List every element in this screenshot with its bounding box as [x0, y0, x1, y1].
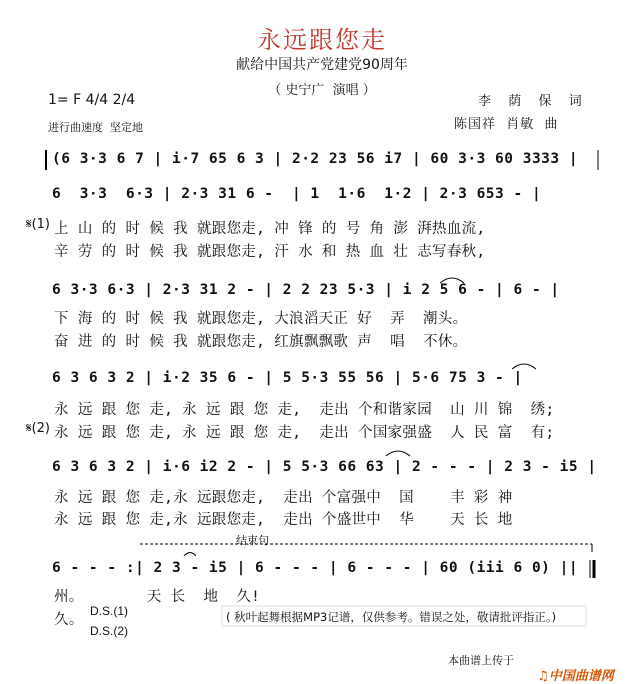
lyric-line-2b: 辛 劳 的 时 候 我 就跟您走, 汗 水 和 热 血 壮 志写春秋,	[54, 244, 486, 260]
key-signature: 1= F 4/4 2/4	[48, 92, 136, 108]
tempo-marking: 进行曲速度 坚定地	[48, 121, 143, 134]
lyric-line-3b: 奋 进 的 时 候 我 就跟您走, 红旗飘飘歌 声 唱 不休。	[54, 334, 468, 350]
lyric-line-5b: 永 远 跟 您 走,永 远跟您走, 走出 个盛世中 华 天 长 地	[54, 512, 513, 528]
lyric-line-5a: 永 远 跟 您 走,永 远跟您走, 走出 个富强中 国 丰 彩 神	[54, 490, 513, 506]
lyricist-credit: 李 荫 保 词	[478, 94, 585, 109]
site-logo[interactable]	[528, 650, 614, 684]
lyric-line-4b: 永 远 跟 您 走, 永 远 跟 您 走, 走出 个国家强盛 人 民 富 有;	[54, 425, 555, 441]
song-title: 永远跟您走	[257, 26, 387, 54]
composer-credit: 陈国祥 肖敏 曲	[454, 117, 559, 132]
note-icon: ♫	[537, 669, 549, 684]
score-line-3: 6 3·3 6·3 | 2·3 31 2 - | 2 2 23 5·3 | i 2 5 6 - | 6 - |	[52, 282, 560, 298]
segno-2: 𝄋(2)	[26, 421, 51, 436]
transcriber-remark: ( 秋叶起舞根据MP3记谱，仅供参考。错误之处，敬请批评指正。)	[226, 610, 557, 624]
score-line-4: 6 3 6 3 2 | i·2 35 6 - | 5 5·3 55 56 | 5·6 75 3 - |	[52, 370, 523, 386]
ds-1: D.S.(1)	[90, 604, 129, 618]
song-subtitle: 献给中国共产党建党90周年	[236, 57, 408, 73]
site-name: 中国曲谱网	[548, 669, 614, 684]
lyric-line-6a: 州。 天 长 地 久!	[54, 589, 261, 605]
score-line-6: 6 - - - :| 2 3 - i5 | 6 - - - | 6 - - - | 60 (iii 6 0) ||	[52, 560, 579, 576]
score-line-2: 6 3·3 6·3 | 2·3 31 6 - | 1 1·6 1·2 | 2·3 653 - |	[52, 186, 542, 202]
ds-2: D.S.(2)	[90, 624, 129, 638]
segno-1: 𝄋(1)	[26, 217, 51, 232]
lyric-line-3a: 下 海 的 时 候 我 就跟您走, 大浪滔天正 好 弄 潮头。	[54, 311, 468, 327]
lyric-line-4a: 永 远 跟 您 走, 永 远 跟 您 走, 走出 个和谐家园 山 川 锦 绣;	[54, 402, 555, 418]
score-line-5: 6 3 6 3 2 | i·6 i2 2 - | 5 5·3 66 63 | 2 - - - | 2 3 - i5 |	[52, 459, 597, 475]
upload-text: 本曲谱上传于	[448, 654, 514, 667]
lyric-line-2a: 上 山 的 时 候 我 就跟您走, 冲 锋 的 号 角 澎 湃热血流,	[54, 221, 486, 237]
ending-label: 结束句	[236, 534, 269, 547]
singer-credit: （ 史宁广 演唱 ）	[268, 83, 376, 98]
lyric-line-6b: 久。	[54, 612, 84, 628]
score-line-1: (6 3·3 6 7 | i·7 65 6 3 | 2·2 23 56 i7 | 60 3·3 60 3333 |	[52, 151, 579, 167]
